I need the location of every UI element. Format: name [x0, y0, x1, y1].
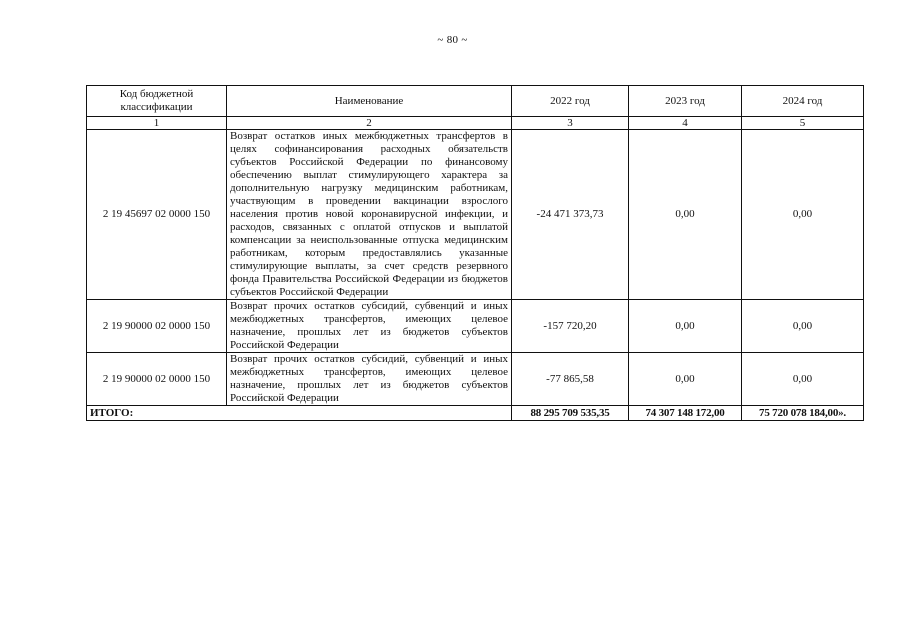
- column-number: 2: [227, 117, 512, 130]
- row-name: Возврат прочих остатков субсидий, субвенций и иных межбюджетных трансфертов, имеющих целевое назначение, прошлых лет из бюджетов субъектов Российской Федерации: [227, 300, 512, 353]
- row-code: 2 19 90000 02 0000 150: [87, 353, 227, 406]
- row-value-2024: 0,00: [742, 300, 864, 353]
- row-value-2024: 0,00: [742, 353, 864, 406]
- total-label: ИТОГО:: [87, 406, 512, 421]
- total-2022: 88 295 709 535,35: [512, 406, 629, 421]
- row-value-2022: -157 720,20: [512, 300, 629, 353]
- row-value-2024: 0,00: [742, 130, 864, 300]
- header-2024: 2024 год: [742, 86, 864, 117]
- row-value-2023: 0,00: [629, 300, 742, 353]
- column-number: 5: [742, 117, 864, 130]
- total-row: [87, 406, 864, 421]
- row-name: Возврат остатков иных межбюджетных трансфертов в целях софинансирования расходных обязательств субъектов Российской Федерации по финансовому обеспечению выплат стимулирующего характера за дополнительную нагрузку медицинским работникам, участвующим в проведении вакцинации взрослого населения против новой коронавирусной инфекции, и расходов, связанных с оплатой отпусков и выплатой компенсации за неиспользованные отпуска медицинским работникам, которым предоставлялись указанные стимулирующие выплаты, за счет средств резервного фонда Правительства Российской Федерации из бюджетов субъектов Российской Федерации: [227, 130, 512, 300]
- column-number: 1: [87, 117, 227, 130]
- budget-table: [86, 85, 864, 421]
- total-2023: 74 307 148 172,00: [629, 406, 742, 421]
- page-number: ~ 80 ~: [437, 34, 468, 46]
- column-number: 3: [512, 117, 629, 130]
- row-value-2022: -77 865,58: [512, 353, 629, 406]
- row-code: 2 19 90000 02 0000 150: [87, 300, 227, 353]
- column-number: 4: [629, 117, 742, 130]
- table-row: [87, 353, 864, 406]
- row-value-2022: -24 471 373,73: [512, 130, 629, 300]
- header-name: Наименование: [227, 86, 512, 117]
- table-header-row: [87, 86, 864, 117]
- row-name: Возврат прочих остатков субсидий, субвенций и иных межбюджетных трансфертов, имеющих целевое назначение, прошлых лет из бюджетов субъектов Российской Федерации: [227, 353, 512, 406]
- row-value-2023: 0,00: [629, 130, 742, 300]
- row-value-2023: 0,00: [629, 353, 742, 406]
- header-2022: 2022 год: [512, 86, 629, 117]
- table-row: [87, 300, 864, 353]
- column-number-row: [87, 117, 864, 130]
- header-code: Код бюджетной классификации: [87, 86, 227, 117]
- header-2023: 2023 год: [629, 86, 742, 117]
- row-code: 2 19 45697 02 0000 150: [87, 130, 227, 300]
- total-2024: 75 720 078 184,00».: [742, 406, 864, 421]
- table-row: [87, 130, 864, 300]
